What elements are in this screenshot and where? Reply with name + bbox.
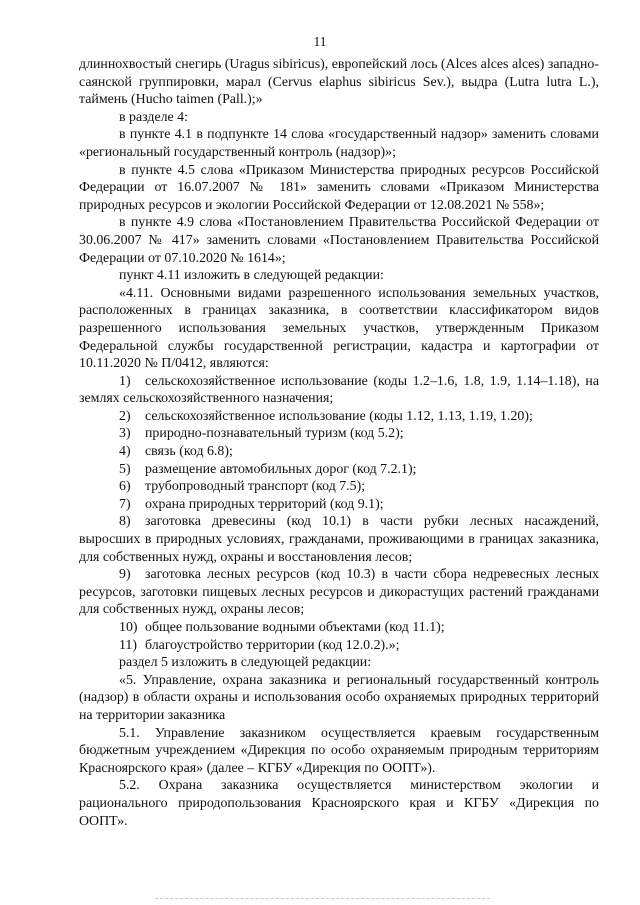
list-item-text: благоустройство территории (код 12.0.2).»; [145, 637, 400, 653]
item-5-2: 5.2. Охрана заказника осуществляется министерством экологии и рационального природопользования Красноярского края и КГБУ «Дирекция по ООПТ». [79, 778, 599, 829]
list-item-text: природно-познавательный туризм (код 5.2); [145, 426, 404, 442]
list-item-text: общее пользование водными объектами (код 11.1); [145, 620, 445, 635]
land-use-list [79, 373, 599, 655]
item-5-1: 5.1. Управление заказником осуществляется краевым государственным бюджетным учреждением «Дирекция по особо охраняемым природным территориям Красноярского края» (далее – КГБУ «Дирекция по ООПТ»). [79, 725, 599, 776]
list-item [79, 461, 599, 479]
list-item-text: заготовка древесины (код 10.1) в части рубки лесных насаждений, выросших в природных условиях, гражданами, проживающими в границах заказника, для собственных нужд, охраны и восстановления лесов; [79, 514, 599, 565]
list-item-text: сельскохозяйственное использование (коды 1.12, 1.13, 1.19, 1.20); [145, 408, 533, 424]
list-item [79, 408, 599, 426]
list-item-number: 6) [119, 479, 131, 495]
list-item-number: 5) [119, 461, 131, 477]
list-item [79, 637, 599, 655]
document-body [79, 56, 599, 830]
list-item-text: сельскохозяйственное использование (коды 1.2–1.6, 1.8, 1.9, 1.14–1.18), на землях сельскохозяйственного назначения; [79, 373, 599, 407]
item-4-1: в пункте 4.1 в подпункте 14 слова «государственный надзор» заменить словами «региональный государственный контроль (надзор)»; [79, 127, 599, 160]
section5-intro: раздел 5 изложить в следующей редакции: [119, 655, 372, 671]
item-4-5: в пункте 4.5 слова «Приказом Министерства природных ресурсов Российской Федерации от 16.07.2007 № 181» заменить словами «Приказом Министерства природных ресурсов и экологии Российской Федерации от 12.08.2021 № 558»; [79, 162, 599, 213]
list-item [79, 425, 599, 443]
list-item-number: 8) [119, 514, 131, 530]
list-item [79, 496, 599, 514]
list-item-text: охрана природных территорий (код 9.1); [145, 496, 384, 512]
list-item-text: трубопроводный транспорт (код 7.5); [145, 479, 366, 495]
list-item [79, 566, 599, 619]
list-item-number: 4) [119, 444, 131, 460]
section5-title: «5. Управление, охрана заказника и региональный государственный контроль (надзор) в области охраны и использования особо охраняемых природных территорий на территории заказника [79, 672, 599, 723]
list-item-number: 11) [119, 637, 138, 653]
list-item-number: 1) [119, 373, 131, 389]
list-item [79, 619, 599, 637]
list-item-number: 10) [119, 620, 138, 635]
list-item [79, 373, 599, 408]
list-item [79, 513, 599, 566]
section4-intro: в разделе 4: [119, 109, 188, 125]
list-item-number: 2) [119, 408, 131, 424]
item-4-11-intro: пункт 4.11 изложить в следующей редакции: [119, 268, 384, 284]
list-item [79, 478, 599, 496]
lead-paragraph: длиннохвостый снегирь (Uragus sibiricus), европейский лось (Alces alces alces) западно-саянской группировки, марал (Cervus elaphus sibiricus Sev.), выдра (Lutra lutra L.), таймень (Hucho taimen (Pall.);» [79, 57, 599, 108]
item-4-9: в пункте 4.9 слова «Постановлением Правительства Российской Федерации от 30.06.2007 № 417» заменить словами «Постановлением Правительства Российской Федерации от 07.10.2020 № 1614»; [79, 215, 599, 266]
list-item-number: 7) [119, 496, 131, 512]
list-item [79, 443, 599, 461]
bottom-scan-line [155, 898, 490, 899]
list-item-text: заготовка лесных ресурсов (код 10.3) в части сбора недревесных лесных ресурсов, заготовки пищевых лесных ресурсов и дикорастущих растений гражданами для собственных нужд, охраны лесов; [79, 567, 599, 618]
list-item-number: 9) [119, 567, 131, 583]
list-item-text: связь (код 6.8); [145, 444, 233, 460]
item-4-11-text: «4.11. Основными видами разрешенного использования земельных участков, расположенных в границах заказника, в соответствии классификатором видов разрешенного использования земельных участков, утвержденным Приказом Федеральной службы государственной регистрации, кадастра и картографии от 10.11.2020 № П/0412, являются: [79, 285, 599, 372]
list-item-number: 3) [119, 426, 131, 442]
list-item-text: размещение автомобильных дорог (код 7.2.1); [145, 461, 417, 477]
page-number: 11 [313, 34, 327, 49]
